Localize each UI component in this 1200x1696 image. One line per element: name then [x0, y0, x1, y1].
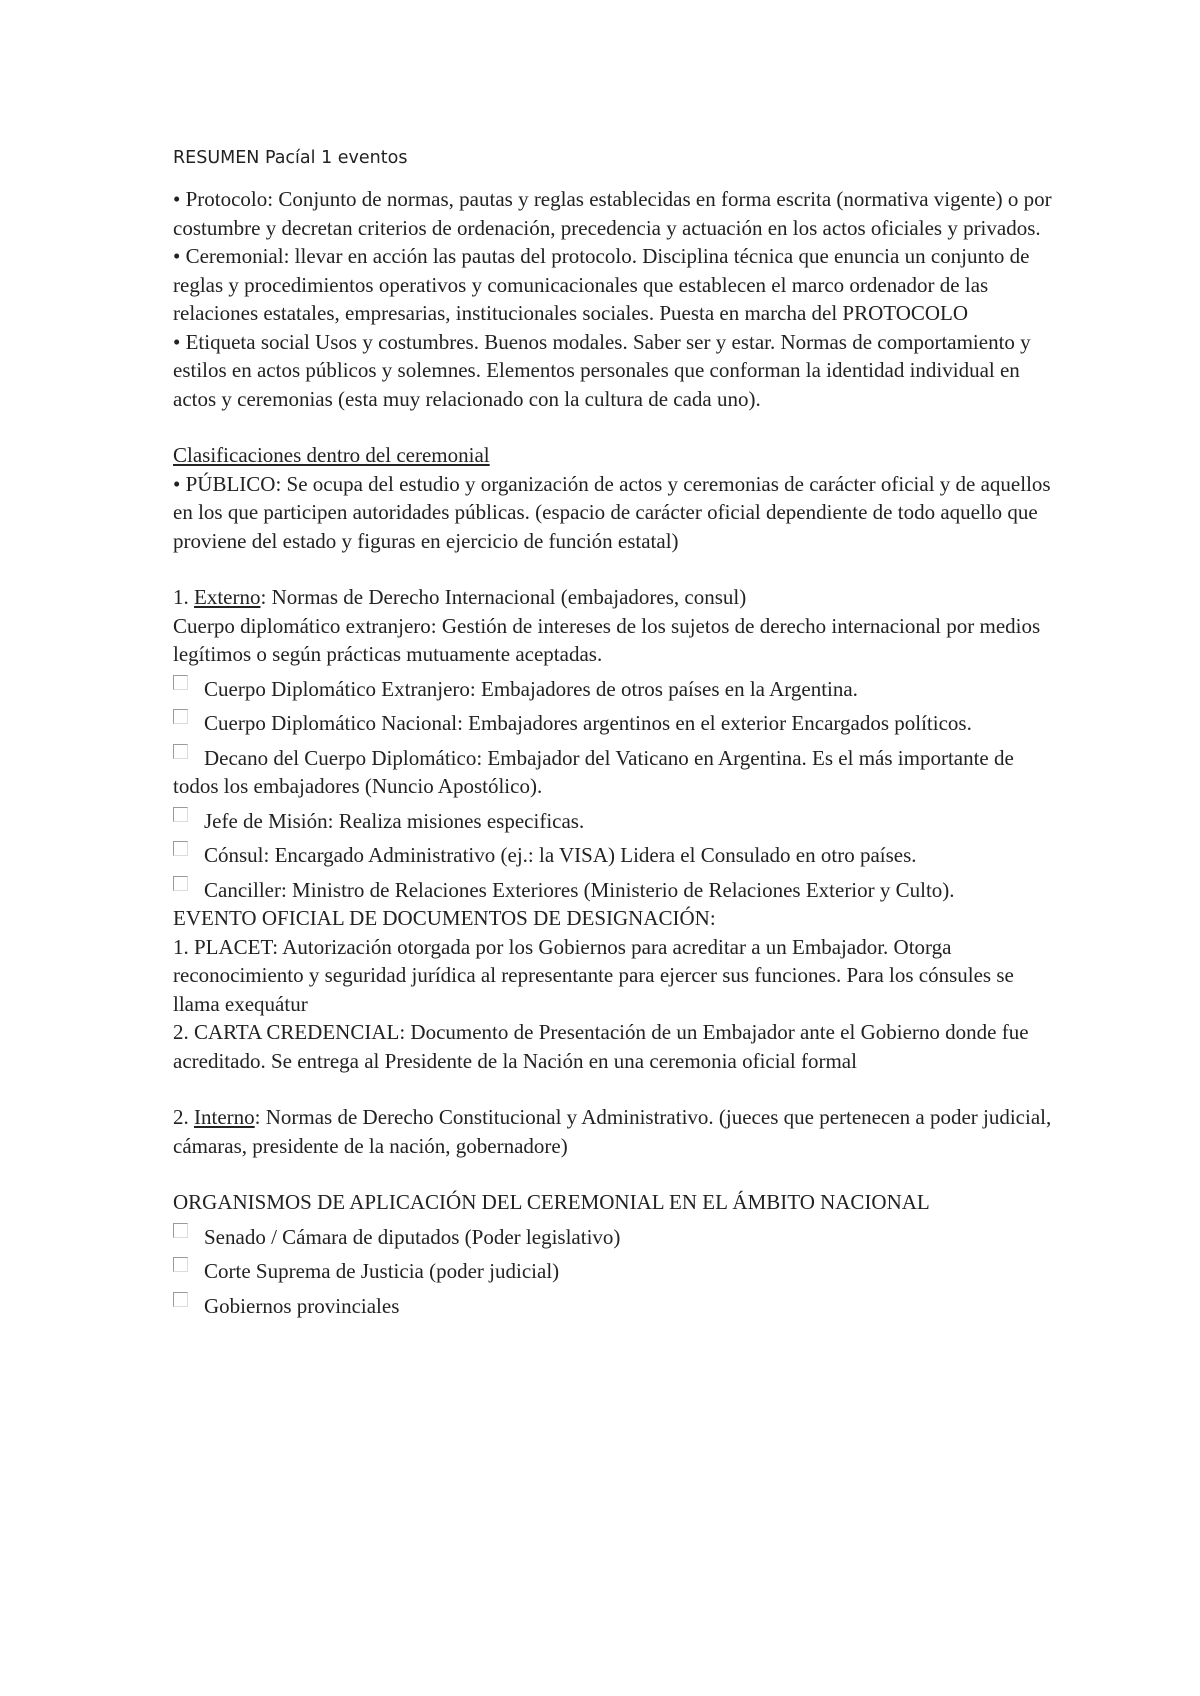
checkbox-icon — [173, 1257, 188, 1272]
list-item: Decano del Cuerpo Diplomático: Embajador del Vaticano en Argentina. Es el más importante de todos los embajadores (Nuncio Apostólico). — [173, 745, 1014, 798]
externo-label: Externo — [194, 585, 261, 609]
publico-paragraph: • PÚBLICO: Se ocupa del estudio y organización de actos y ceremonias de carácter oficial y de aquellos en los que participen autoridades públicas. (espacio de carácter oficial dependiente de todo aquello que proviene del estado y figuras en ejercicio de función estatal) — [173, 471, 1051, 553]
list-item: Senado / Cámara de diputados (Poder legislativo) — [173, 1223, 1053, 1252]
checkbox-icon — [173, 876, 188, 891]
carta-paragraph: 2. CARTA CREDENCIAL: Documento de Presentación de un Embajador ante el Gobierno donde fue acreditado. Se entrega al Presidente de la Nación en una ceremonia oficial formal — [173, 1020, 1029, 1073]
etiqueta-paragraph: • Etiqueta social Usos y costumbres. Buenos modales. Saber ser y estar. Normas de comportamiento y estilos en actos públicos y solemnes. Elementos personales que conforman la identidad individual en actos y ceremonias (esta muy relacionado con la cultura de cada uno). — [173, 329, 1031, 411]
checkbox-icon — [173, 675, 188, 690]
ceremonial-paragraph: • Ceremonial: llevar en acción las pautas del protocolo. Disciplina técnica que enuncia un conjunto de reglas y procedimientos operativos y comunicacionales que establecen el marco ordenador de las relaciones estatales, empresarias, institucionales sociales. Puesta en marcha del PROTOCOLO — [173, 244, 1030, 325]
placet-paragraph: 1. PLACET: Autorización otorgada por los Gobiernos para acreditar a un Embajador. Otorga reconocimiento y seguridad jurídica al representante para ejercer sus funciones. Para los cónsules se llama exequátur — [173, 934, 1014, 1016]
checkbox-icon — [173, 1292, 188, 1307]
classifications-heading: Clasificaciones dentro del ceremonial — [173, 443, 490, 467]
externo-heading: 1. Externo: Normas de Derecho Internacional (embajadores, consul) — [173, 585, 747, 609]
list-item: Canciller: Ministro de Relaciones Exteriores (Ministerio de Relaciones Exterior y Culto). — [173, 876, 1053, 905]
checkbox-icon — [173, 807, 188, 822]
list-item: Corte Suprema de Justicia (poder judicial) — [173, 1257, 1053, 1286]
list-item: Gobiernos provinciales — [173, 1292, 1053, 1321]
interno-label: Interno — [194, 1105, 255, 1129]
externo-description: Cuerpo diplomático extranjero: Gestión de intereses de los sujetos de derecho internacional por medios legítimos o según prácticas mutuamente aceptadas. — [173, 613, 1041, 666]
organismos-heading: ORGANISMOS DE APLICACIÓN DEL CEREMONIAL EN EL ÁMBITO NACIONAL — [173, 1190, 930, 1214]
interno-heading: 2. Interno: Normas de Derecho Constitucional y Administrativo. (jueces que pertenecen a poder judicial, cámaras, presidente de la nación, gobernadore) — [173, 1105, 1052, 1158]
list-item: Jefe de Misión: Realiza misiones especificas. — [173, 807, 1053, 836]
document-page — [173, 140, 1053, 1320]
list-item: Cuerpo Diplomático Nacional: Embajadores argentinos en el exterior Encargados políticos. — [173, 709, 1053, 738]
protocolo-paragraph: • Protocolo: Conjunto de normas, pautas y reglas establecidas en forma escrita (normativa vigente) o por costumbre y decretan criterios de ordenación, precedencia y actuación en los actos oficiales y privados. — [173, 187, 1052, 240]
list-item: Cónsul: Encargado Administrativo (ej.: la VISA) Lidera el Consulado en otro países. — [173, 841, 1053, 870]
checkbox-icon — [173, 709, 188, 724]
list-item: Cuerpo Diplomático Extranjero: Embajadores de otros países en la Argentina. — [173, 675, 1053, 704]
checkbox-icon — [173, 841, 188, 856]
evento-heading: EVENTO OFICIAL DE DOCUMENTOS DE DESIGNACIÓN: — [173, 906, 716, 930]
checkbox-icon — [173, 1223, 188, 1238]
checkbox-icon — [173, 744, 188, 759]
document-title: RESUMEN Pacíal 1 eventos — [173, 148, 408, 168]
